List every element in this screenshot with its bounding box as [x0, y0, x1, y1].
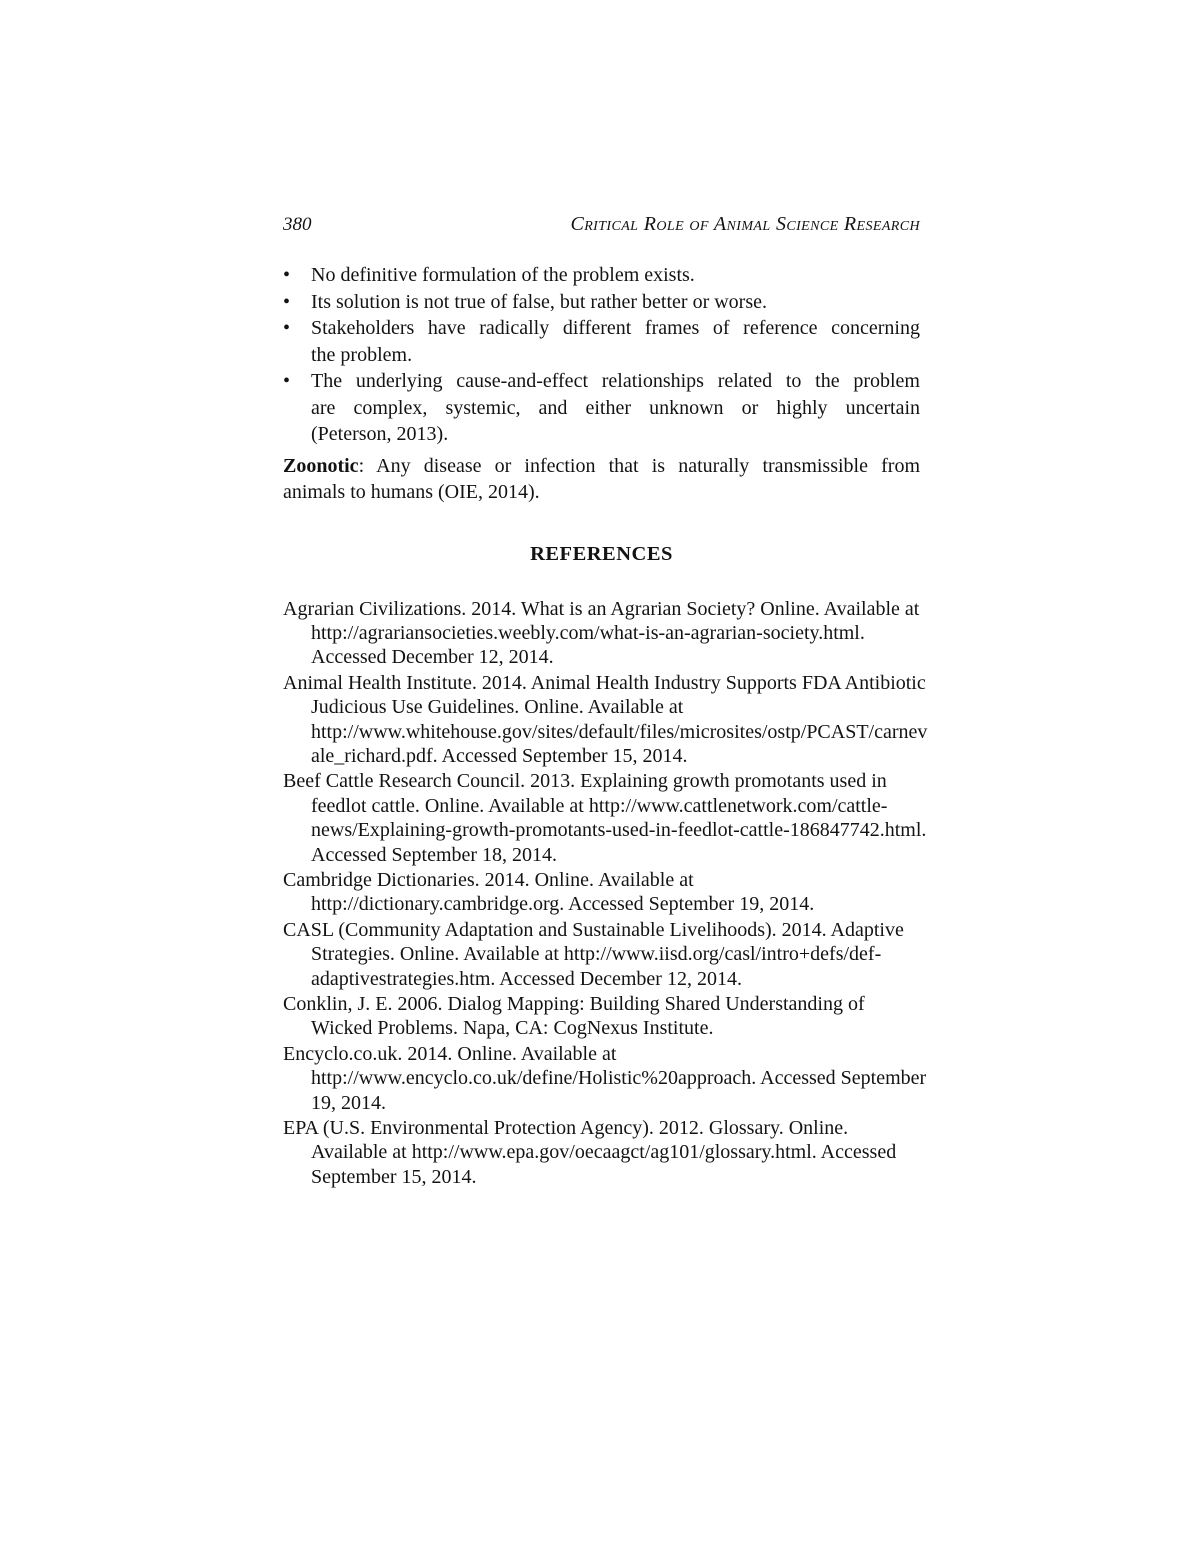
bullet-icon: •: [283, 370, 291, 392]
reference-line: Agrarian Civilizations. 2014. What is an Agrarian Society? Online. Available at: [283, 597, 920, 620]
reference-line: Cambridge Dictionaries. 2014. Online. Available at: [283, 868, 694, 891]
definition-line-1-rest: : Any disease or infection that is naturally transmissible from: [358, 454, 920, 477]
bullet-line: Its solution is not true of false, but rather better or worse.: [311, 290, 767, 313]
reference-entry: [283, 671, 928, 769]
reference-line: EPA (U.S. Environmental Protection Agency). 2012. Glossary. Online.: [283, 1117, 849, 1140]
bullet-line: the problem.: [311, 343, 413, 366]
reference-line: ale_richard.pdf. Accessed September 15, 2014.: [311, 744, 688, 767]
reference-line: Beef Cattle Research Council. 2013. Explaining growth promotants used in: [283, 770, 887, 793]
bullet-text: [311, 315, 920, 368]
reference-entry: [283, 992, 920, 1041]
bullet-icon: •: [283, 317, 291, 339]
reference-line: http://www.whitehouse.gov/sites/default/files/microsites/ostp/PCAST/carnev: [311, 720, 928, 743]
reference-entry: [283, 769, 927, 867]
bullet-text: [311, 262, 920, 289]
bullet-list: [283, 262, 920, 448]
bullet-line: No definitive formulation of the problem exists.: [311, 264, 695, 286]
bullet-item: [283, 315, 920, 368]
reference-line: Encyclo.co.uk. 2014. Online. Available at: [283, 1042, 617, 1065]
reference-line: news/Explaining-growth-promotants-used-in-feedlot-cattle-186847742.html.: [311, 819, 927, 842]
reference-entry: [283, 1116, 920, 1189]
references-list: [283, 597, 928, 1190]
running-title: Critical Role of Animal Science Research: [570, 213, 920, 235]
bullet-icon: •: [283, 264, 291, 286]
definition-line-2: animals to humans (OIE, 2014).: [283, 481, 540, 503]
bullet-line: are complex, systemic, and either unknown or highly uncertain: [311, 396, 920, 419]
reference-entry: [283, 597, 920, 670]
reference-line: Strategies. Online. Available at http://www.iisd.org/casl/intro+defs/def-: [311, 943, 882, 966]
reference-line: http://agrariansocieties.weebly.com/what-is-an-agrarian-society.html.: [311, 621, 865, 644]
bullet-text: [311, 289, 920, 316]
reference-line: 19, 2014.: [311, 1091, 386, 1114]
page-header: [283, 214, 920, 234]
bullet-item: [283, 368, 920, 448]
bullet-item: [283, 289, 920, 316]
definition-paragraph: [283, 453, 920, 506]
bullet-line: (Peterson, 2013).: [311, 423, 449, 445]
reference-line: Available at http://www.epa.gov/oecaagct/ag101/glossary.html. Accessed: [311, 1141, 897, 1164]
reference-line: Judicious Use Guidelines. Online. Available at: [311, 696, 684, 719]
reference-line: Accessed December 12, 2014.: [311, 646, 554, 669]
reference-line: CASL (Community Adaptation and Sustainable Livelihoods). 2014. Adaptive: [283, 918, 904, 941]
reference-line: September 15, 2014.: [311, 1165, 477, 1188]
bullet-line: Stakeholders have radically different frames of reference concerning: [311, 317, 920, 339]
references-heading: REFERENCES: [530, 542, 673, 565]
definition-term: Zoonotic: [283, 454, 359, 477]
reference-entry: [283, 868, 920, 917]
definition-line-1: [283, 453, 920, 480]
reference-line: http://dictionary.cambridge.org. Accessed September 19, 2014.: [311, 893, 815, 916]
reference-entry: [283, 1042, 927, 1115]
reference-line: Animal Health Institute. 2014. Animal Health Industry Supports FDA Antibiotic: [283, 671, 926, 694]
document-page: [283, 213, 928, 1190]
reference-line: Wicked Problems. Napa, CA: CogNexus Institute.: [311, 1017, 714, 1040]
reference-line: Conklin, J. E. 2006. Dialog Mapping: Building Shared Understanding of: [283, 993, 865, 1015]
reference-line: adaptivestrategies.htm. Accessed December 12, 2014.: [311, 967, 742, 990]
reference-line: Accessed September 18, 2014.: [311, 843, 558, 866]
bullet-line: The underlying cause-and-effect relationships related to the problem: [311, 370, 920, 392]
reference-line: http://www.encyclo.co.uk/define/Holistic%20approach. Accessed September: [311, 1067, 927, 1090]
bullet-item: [283, 262, 920, 289]
reference-entry: [283, 918, 920, 991]
page-number: 380: [283, 214, 312, 235]
bullet-text: [311, 368, 920, 448]
reference-line: feedlot cattle. Online. Available at http://www.cattlenetwork.com/cattle-: [311, 794, 888, 817]
bullet-icon: •: [283, 290, 291, 313]
